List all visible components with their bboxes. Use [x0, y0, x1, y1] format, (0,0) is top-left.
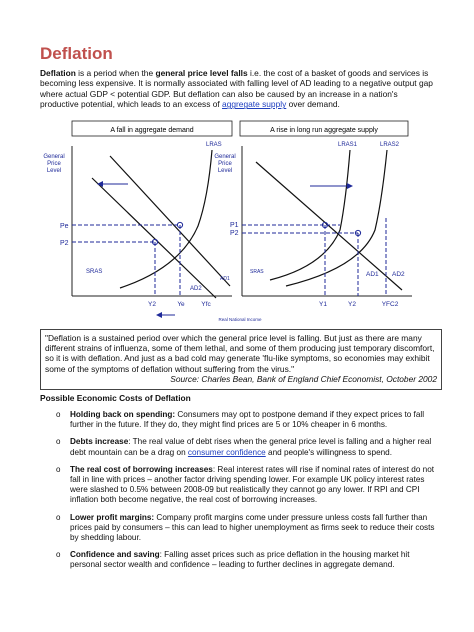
- bullet-icon: o: [56, 550, 61, 560]
- left-p2-label: P2: [60, 240, 69, 247]
- cost-body: : The real value of debt rises when the general price level is falling and a higher real debt mountain can be a drag on: [70, 437, 432, 457]
- aggregate-supply-link[interactable]: aggregate supply: [222, 99, 287, 110]
- quote-text: "Deflation is a sustained period over which the general price level is falling. But just as there are many different strains of influenza, some of them lethal, and some of them producing just temporary discomfort, so it is with deflation. And just as a bad cold may generate 'flu-like symptoms, so economies may exhibit some of the symptoms of deflation without suffering from the virus.": [45, 333, 435, 374]
- list-item: [56, 465, 436, 506]
- left-ye-label: Ye: [177, 301, 185, 308]
- bullet-icon: o: [56, 410, 61, 419]
- cost-head: The real cost of borrowing increases: [70, 464, 213, 474]
- right-ad-line: [256, 162, 402, 290]
- bullet-icon: o: [56, 512, 61, 522]
- diagrams: [40, 118, 440, 323]
- bullet-icon: o: [56, 464, 61, 474]
- list-item: [56, 410, 436, 430]
- bullet-icon: o: [56, 437, 61, 447]
- costs-heading: Possible Economic Costs of Deflation: [40, 393, 191, 403]
- right-ylabel-1: General: [214, 154, 236, 160]
- right-lras2-curve: [286, 150, 387, 286]
- left-ylabel-2: Price: [47, 161, 61, 167]
- intro-paragraph: [40, 68, 438, 110]
- intro-text-2: i.e. the cost of a basket of goods and services is becoming less expensive. It is normally associated with falling level of AD leading to a negative output gap where actual GDP < potential GDP. But deflation can also be caused by an increase in a nation's productive potential, which leads to an excess of: [40, 68, 433, 110]
- cost-head: Debts increase: [70, 437, 129, 447]
- cost-body: : Falling asset prices such as price deflation in the housing market hit personal sector wealth and confidence – leading to further declines in aggregate demand.: [70, 550, 410, 570]
- cost-body-2: and people's willingness to spend.: [265, 447, 393, 457]
- intro-text-3: over demand.: [286, 99, 340, 110]
- left-y2-label: Y2: [148, 301, 156, 308]
- right-lras1-curve: [270, 150, 350, 280]
- right-y1-label: Y1: [319, 301, 327, 308]
- cost-body: Consumers may opt to postpone demand if they expect prices to fall further in the future. If they do, they might find prices are 5 or 10% cheaper in 6 months.: [70, 410, 425, 430]
- left-ad2-line: [92, 178, 216, 298]
- left-ad2-label: AD2: [190, 286, 202, 292]
- right-p2-label: P2: [230, 230, 239, 237]
- cost-head: Confidence and saving: [70, 550, 160, 560]
- right-ylabel-2: Price: [218, 161, 232, 167]
- list-item: [56, 437, 436, 457]
- left-ad1-label: AD1: [220, 276, 230, 282]
- left-title: A fall in aggregate demand: [110, 127, 194, 134]
- quote-box: [40, 329, 442, 390]
- costs-list: [56, 410, 436, 578]
- left-ylabel-3: Level: [46, 168, 62, 174]
- left-ylabel-1: General: [43, 154, 65, 160]
- right-ylabel-3: Level: [217, 168, 233, 174]
- consumer-confidence-link[interactable]: consumer confidence: [187, 447, 266, 457]
- right-lras1-label: LRAS1: [338, 142, 358, 148]
- right-ad2-label: AD2: [392, 271, 405, 278]
- intro-text-1: is a period when the: [75, 68, 156, 78]
- list-item: [56, 513, 436, 544]
- page-title: Deflation: [40, 44, 113, 63]
- diagram-left: [43, 121, 232, 315]
- right-ad1-label: AD1: [366, 271, 379, 278]
- right-sras-label: SRAS: [250, 269, 264, 275]
- quote-source: Source: Charles Bean, Bank of England Chief Economist, October 2002: [170, 373, 437, 384]
- right-y2-label: Y2: [348, 301, 356, 308]
- x-axis-label: Real National Income: [218, 317, 262, 322]
- right-lras2-label: LRAS2: [380, 142, 400, 148]
- cost-head: Holding back on spending:: [70, 410, 176, 419]
- list-item: [56, 550, 436, 570]
- cost-head: Lower profit margins:: [70, 512, 155, 522]
- cost-body: : Real interest rates will rise if nominal rates of interest do not fall in line with prices – another factor driving spending lower. For example UK policy interest rates were slashed to 0.5% between 2008-09 but realistically they cannot go any lower. If RPI and CPI inflation both become negative, the real cost of borrowing increases.: [70, 464, 435, 505]
- right-title: A rise in long run aggregate supply: [270, 127, 378, 134]
- intro-term: Deflation: [40, 68, 76, 78]
- left-sras-label: SRAS: [86, 269, 103, 275]
- left-lras-label: LRAS: [206, 142, 222, 148]
- left-yfc-label: Yfc: [201, 301, 211, 308]
- right-yfc2-label: YFC2: [381, 301, 399, 308]
- intro-bold: general price level falls: [155, 68, 248, 78]
- diagram-right: [214, 121, 412, 308]
- right-p1-label: P1: [230, 222, 239, 229]
- cost-body: Company profit margins come under pressure unless costs fall further than prices paid by consumers – this can lead to higher unemployment as firms seek to reduce their costs by shedding labour.: [70, 512, 435, 543]
- left-pe-label: Pe: [60, 223, 69, 230]
